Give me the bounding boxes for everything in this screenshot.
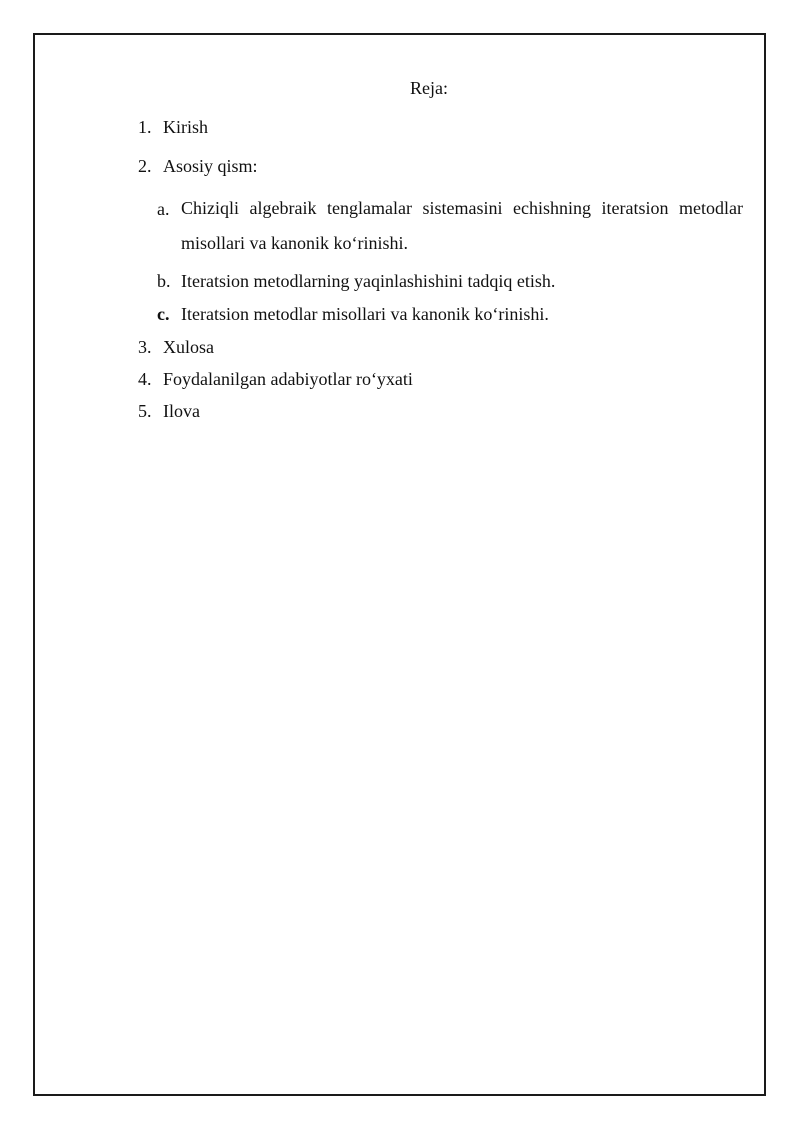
page-title: Reja: [410, 78, 448, 98]
item-number: 1. [138, 117, 152, 137]
item-number: 3. [138, 337, 152, 357]
item-text: Asosiy qism: [163, 156, 258, 176]
subitem-text-line-1: Chiziqli algebraik tenglamalar sistemasini echishning iteratsion metodlar [181, 198, 743, 218]
subitem-text [181, 191, 743, 261]
item-number: 2. [138, 156, 152, 176]
subitem-text: Iteratsion metodlar misollari va kanonik ko‘rinishi. [181, 304, 549, 324]
subitem-letter: b. [157, 271, 171, 291]
subitem-text: Iteratsion metodlarning yaqinlashishini tadqiq etish. [181, 271, 556, 291]
subitem-text-line-2: misollari va kanonik ko‘rinishi. [181, 233, 408, 253]
item-text: Foydalanilgan adabiyotlar ro‘yxati [163, 369, 413, 389]
item-text: Ilova [163, 401, 200, 421]
item-number: 4. [138, 369, 152, 389]
subitem-letter: a. [157, 199, 170, 219]
subitem-letter: c. [157, 304, 170, 324]
item-text: Kirish [163, 117, 208, 137]
item-number: 5. [138, 401, 152, 421]
item-text: Xulosa [163, 337, 214, 357]
